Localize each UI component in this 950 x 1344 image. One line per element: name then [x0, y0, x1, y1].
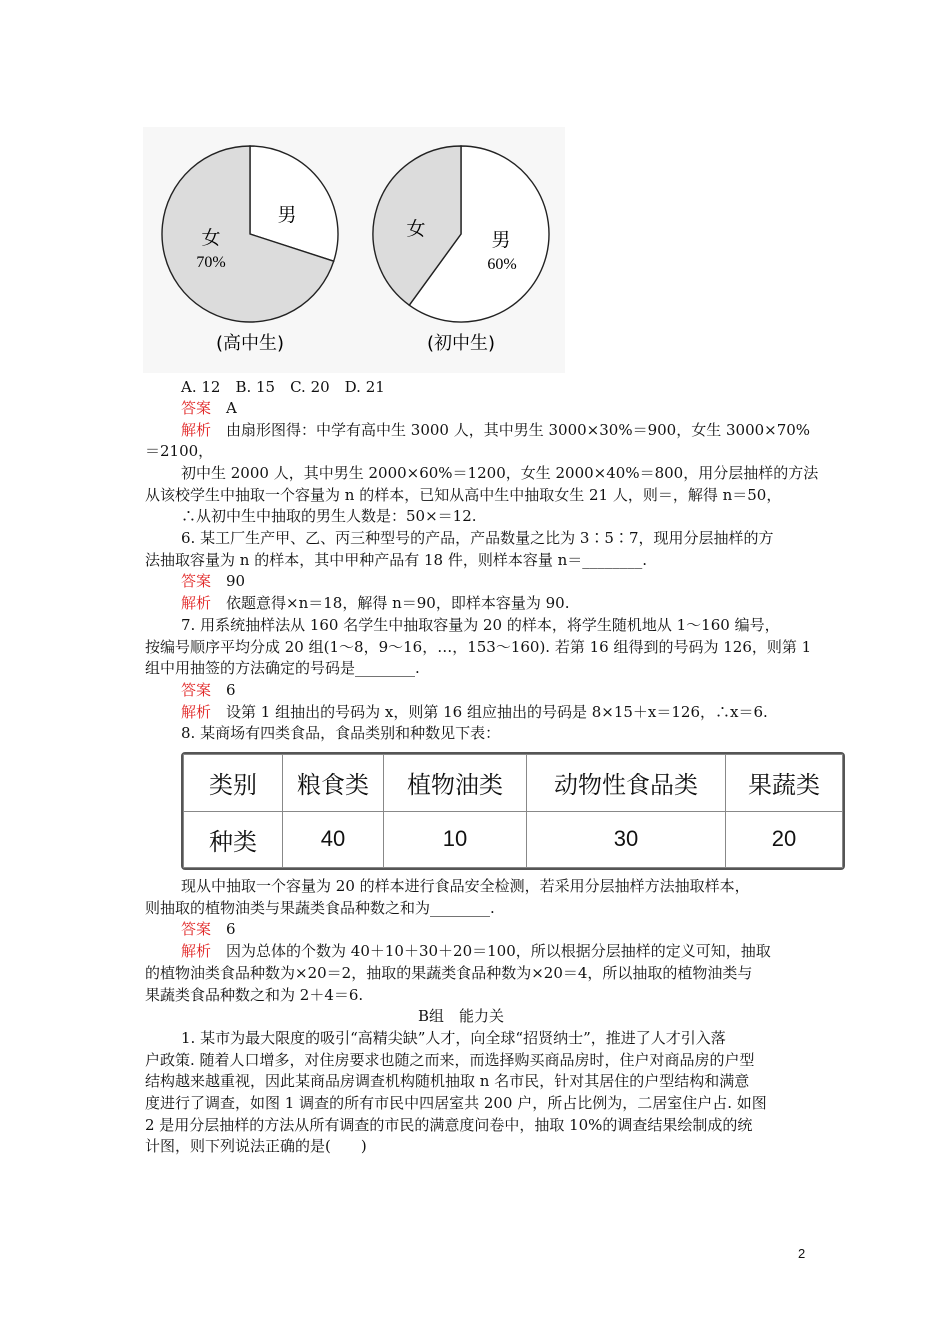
pie2-label-percent: 60%: [487, 256, 517, 273]
answer-tag: 答案: [181, 920, 212, 938]
answer-tag: 答案: [181, 399, 212, 417]
analysis-text: 由扇形图得：中学有高中生 3000 人，其中男生 3000×30%＝900，女生 3000×70%: [211, 421, 811, 439]
analysis-tag: 解析: [181, 421, 212, 439]
q6-analysis: [181, 592, 569, 614]
q6-text-2: 法抽取容量为 n 的样本，其中甲种产品有 18 件，则样本容量 n＝________.: [145, 551, 648, 569]
q7-text-3: 组中用抽签的方法确定的号码是________.: [145, 659, 420, 677]
pie1-label-male: 男: [277, 204, 297, 226]
analysis-text: 依题意得×n＝18，解得 n＝90，即样本容量为 90.: [211, 594, 570, 612]
analysis-text: 设第 1 组抽出的号码为 x，则第 16 组应抽出的号码是 8×15＋x＝126，∴x＝6.: [211, 703, 768, 721]
pie2-label-male: 男: [491, 229, 511, 251]
q6-text-1: 6. 某工厂生产甲、乙、丙三种型号的产品，产品数量之比为 3∶5∶7，现用分层抽样的方: [181, 529, 774, 547]
pie-chart-junior-high: [373, 146, 549, 322]
pie1-caption: (高中生): [215, 333, 285, 354]
answer-value: A: [211, 399, 237, 417]
pie-charts-figure: [143, 127, 565, 373]
q5-options: A. 12 B. 15 C. 20 D. 21: [181, 378, 385, 396]
analysis-text: 因为总体的个数为 40＋10＋30＋20＝100，所以根据分层抽样的定义可知，抽取: [211, 942, 771, 960]
q7-text-2: 按编号顺序平均分成 20 组(1～8，9～16，…，153～160). 若第 16 组得到的号码为 126，则第 1: [145, 638, 812, 656]
table-header-cell: 动物性食品类: [527, 755, 726, 812]
q8-text-2: 现从中抽取一个容量为 20 的样本进行食品安全检测，若采用分层抽样方法抽取样本，: [181, 877, 750, 895]
table-header-cell: 果蔬类: [726, 755, 843, 812]
q8-answer: [181, 918, 236, 940]
analysis-tag: 解析: [181, 942, 212, 960]
page-number: 2: [798, 1246, 806, 1261]
b1-text-6: 计图，则下列说法正确的是( ): [145, 1137, 367, 1155]
q5-answer: [181, 397, 237, 419]
table-header-cell: 粮食类: [283, 755, 384, 812]
pie1-label-female: 女: [201, 227, 221, 249]
q8-analysis-3: 果蔬类食品种数之和为 2＋4＝6.: [145, 986, 364, 1004]
pie2-caption: (初中生): [426, 333, 496, 354]
q5-analysis-1: [181, 419, 810, 441]
q5-analysis-2: ＝2100，: [145, 442, 214, 460]
table-row: [184, 811, 843, 868]
table-header-row: [184, 755, 843, 812]
food-category-table: [181, 752, 845, 870]
pie2-label-female: 女: [406, 218, 426, 240]
section-heading: B组 能力关: [418, 1007, 505, 1025]
pie-chart-high-school: [162, 146, 338, 322]
answer-value: 90: [211, 572, 246, 590]
q8-text-3: 则抽取的植物油类与果蔬类食品种数之和为________.: [145, 899, 495, 917]
table-header-cell: 类别: [184, 755, 283, 812]
analysis-tag: 解析: [181, 594, 212, 612]
q7-analysis: [181, 701, 768, 723]
q5-analysis-4: 从该校学生中抽取一个容量为 n 的样本，已知从高中生中抽取女生 21 人，则＝，解得 n＝50，: [145, 486, 782, 504]
q5-analysis-5: ∴从初中生中抽取的男生人数是：50×＝12.: [181, 507, 477, 525]
b1-text-1: 1. 某市为最大限度的吸引“高精尖缺”人才，向全球“招贤纳士”，推进了人才引入落: [181, 1029, 726, 1047]
b1-text-2: 户政策. 随着人口增多，对住房要求也随之而来，而选择购买商品房时，住户对商品房的户型: [145, 1051, 755, 1069]
table-header-cell: 植物油类: [384, 755, 527, 812]
q7-text-1: 7. 用系统抽样法从 160 名学生中抽取容量为 20 的样本，将学生随机地从 1～160 编号，: [181, 616, 780, 634]
q8-analysis-2: 的植物油类食品种数为×20＝2，抽取的果蔬类食品种数为×20＝4，所以抽取的植物油类与: [145, 964, 753, 982]
b1-text-4: 度进行了调查，如图 1 调查的所有市民中四居室共 200 户，所占比例为，二居室住户占. 如图: [145, 1094, 767, 1112]
table-cell: 40: [283, 811, 384, 868]
answer-value: 6: [211, 920, 236, 938]
b1-text-3: 结构越来越重视，因此某商品房调查机构随机抽取 n 名市民，针对其居住的户型结构和满意: [145, 1072, 750, 1090]
q7-answer: [181, 679, 236, 701]
q6-answer: [181, 570, 245, 592]
table-cell: 10: [384, 811, 527, 868]
table-cell: 20: [726, 811, 843, 868]
pie-charts-svg: [143, 127, 565, 373]
table-cell: 30: [527, 811, 726, 868]
table-cell: 种类: [184, 811, 283, 868]
answer-tag: 答案: [181, 681, 212, 699]
q8-analysis-1: [181, 940, 771, 962]
b1-text-5: 2 是用分层抽样的方法从所有调查的市民的满意度问卷中，抽取 10%的调查结果绘制成的统: [145, 1116, 753, 1134]
analysis-tag: 解析: [181, 703, 212, 721]
answer-tag: 答案: [181, 572, 212, 590]
pie1-label-percent: 70%: [196, 254, 226, 271]
answer-value: 6: [211, 681, 236, 699]
q5-analysis-3: 初中生 2000 人，其中男生 2000×60%＝1200，女生 2000×40%＝800，用分层抽样的方法: [181, 464, 819, 482]
q8-text-1: 8. 某商场有四类食品，食品类别和种数见下表：: [181, 724, 501, 742]
